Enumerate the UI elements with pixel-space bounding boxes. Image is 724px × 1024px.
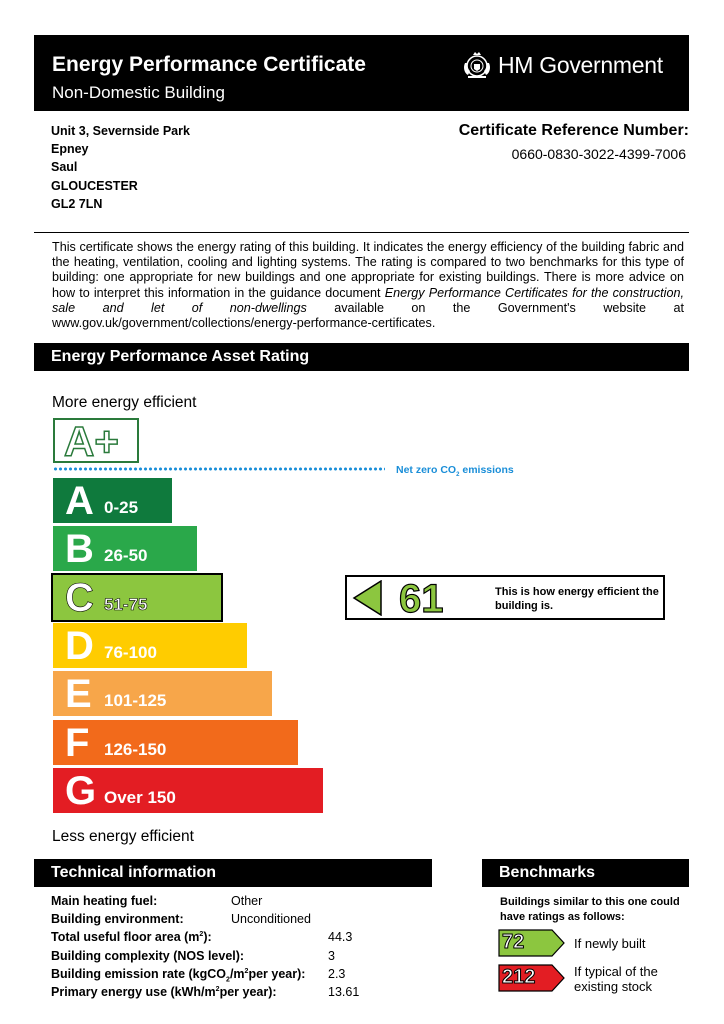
net-zero-text: Net zero CO [396,464,457,476]
current-rating-indicator [345,575,665,620]
band-aplus [53,418,139,463]
band-d [53,623,247,668]
benchmarks-intro: Buildings similar to this one could have ratings as follows: [500,896,680,923]
band-range: 76-100 [104,643,157,662]
band-letter: F [65,721,90,765]
tech-label [51,967,305,984]
band-range: 0-25 [104,498,139,517]
band-a [53,478,172,523]
tech-label: Main heating fuel: [51,894,158,908]
benchmark-existing-label: If typical of the existing stock [574,964,658,994]
certificate-title: Energy Performance Certificate [52,53,366,76]
less-efficient-label: Less energy efficient [52,828,194,845]
benchmark-existing-value: 212 [502,966,536,988]
more-efficient-label: More energy efficient [52,394,197,411]
band-c [53,575,221,620]
band-letter: D [65,624,94,668]
band-range: 51-75 [104,595,148,614]
tech-label [51,930,212,944]
address-line: GLOUCESTER [51,178,138,193]
intro-paragraph [52,240,684,331]
net-zero-subscript: 2 [456,472,460,479]
address-postcode: GL2 7LN [51,196,103,211]
tech-value: 44.3 [328,930,353,945]
net-zero-dotted-line [53,467,385,471]
label-text-mid: /m [229,966,245,981]
address-line: Unit 3, Severnside Park [51,124,190,138]
band-b [53,526,197,571]
tech-label: Building environment: [51,912,184,927]
net-zero-label [396,464,514,478]
tech-value: 2.3 [328,966,346,981]
label-sub: 2 [226,976,230,984]
net-zero-text-end: emissions [459,464,514,476]
section-title: Energy Performance Asset Rating [51,348,310,365]
label-text: Primary energy use (kWh/m [51,984,216,999]
divider [34,232,689,233]
label-text-end: per year): [248,966,306,981]
band-range: Over 150 [104,788,176,807]
band-letter: G [65,769,97,813]
label-text-end: per year): [219,984,277,999]
address-line: Saul [51,160,78,175]
label-text-end: ): [203,930,212,945]
royal-crest-icon [462,51,492,79]
technical-info-section-bar [34,859,432,887]
rating-arrow-icon [351,580,385,616]
band-letter: B [65,527,94,571]
certificate-subtitle: Non-Domestic Building [52,83,225,102]
section-title: Technical information [51,864,217,881]
benchmark-new-label: If newly built [574,936,646,951]
band-f [53,720,298,765]
band-letter: C [65,576,94,620]
tech-label: Building complexity (NOS level): [51,948,245,963]
band-range: 126-150 [104,740,167,759]
tech-value: 13.61 [328,984,360,999]
benchmark-new-building [498,929,688,957]
intro-text: This certificate shows the energy rating of this building. It indicates the energy efficiency of the building fabric and the heating, ventilation, cooling and lighting systems. The rating is compared to two benchmarks for this type of building: one appropriate for new buildings and one appropriate for existing buildings. There is more advice on how to interpret this information in the guidance document [52,240,684,300]
label-text: Building emission rate (kgCO [51,966,227,981]
certificate-ref-number: 0660-0830-3022-4399-7006 [511,146,686,162]
label-sup: 2 [244,967,249,975]
tech-value: Unconditioned [231,912,311,927]
intro-text-end: available on the Government's website at www.gov.uk/government/collections/energy-performance-certificates. [52,300,684,331]
certificate-header [34,35,689,111]
band-letter: E [65,672,92,716]
hm-government-text: HM Government [498,51,663,78]
band-range: 101-125 [104,691,167,710]
benchmarks-section-bar [482,859,689,887]
label-sup: 2 [215,985,220,993]
band-range: 26-50 [104,546,148,565]
tech-value: Other [231,894,263,908]
label-text: Total useful floor area (m [51,930,200,945]
benchmark-existing-stock [498,964,688,992]
certificate-ref-label: Certificate Reference Number: [458,122,689,139]
label-sup: 2 [199,931,204,939]
current-rating-value: 61 [399,577,444,621]
section-title: Benchmarks [499,864,596,881]
hm-government-logo [462,51,663,79]
property-address [51,122,190,213]
tech-value: 3 [328,948,335,963]
benchmark-new-value: 72 [502,931,525,953]
guidance-document-title: Energy Performance Certificates for the construction, sale and let of non-dwellings [52,285,684,315]
band-letter: A [65,479,94,523]
asset-rating-section-bar [34,343,689,371]
tech-label [51,985,277,999]
current-rating-description: This is how energy efficient the building is. [495,586,659,612]
band-e [53,671,272,716]
band-g [53,768,323,813]
address-line: Epney [51,142,89,157]
band-aplus-letter: A+ [64,418,119,465]
